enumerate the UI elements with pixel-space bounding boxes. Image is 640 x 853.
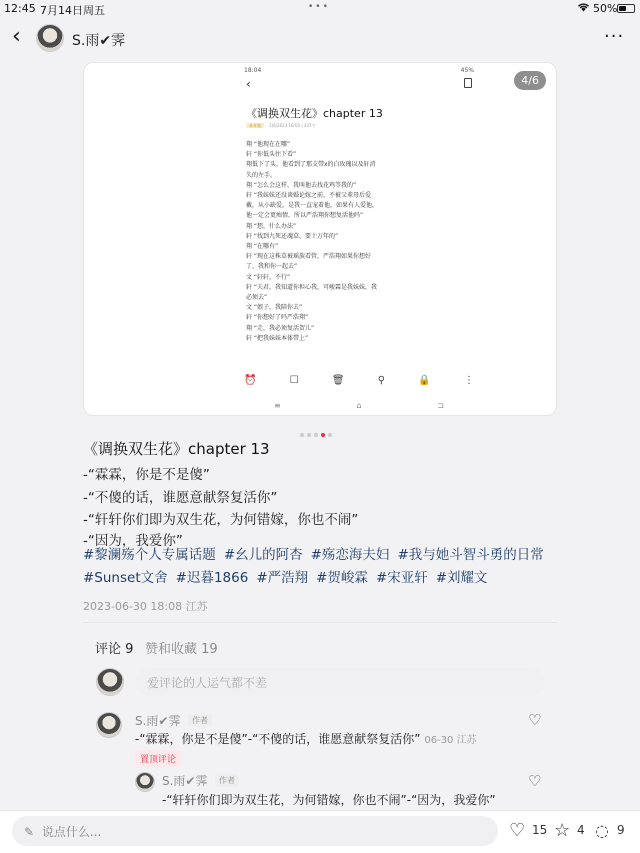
post-line: -“不傻的话，谁愿意献祭复活你” [83,490,278,506]
status-date: 7月14日周五 [40,4,105,17]
star-icon[interactable]: ☆ [554,820,571,841]
phone-toolbar-icon: ⏰ [244,375,257,386]
hashtag-link[interactable]: #迟暮1866 [175,569,249,586]
commenter-name[interactable]: S.雨✔霁 [162,774,208,788]
comment-count: 9 [617,823,625,837]
more-icon[interactable]: ··· [604,26,625,47]
battery-percent: 50% [593,2,618,15]
phone-toolbar-icon: ⋮ [464,375,474,386]
phone-note-line: 翔 “走，我必须复活贺儿” [246,324,315,332]
carousel-dot[interactable] [314,433,318,437]
my-avatar [96,668,124,696]
tab-likes[interactable]: 赞和收藏 19 [145,642,218,657]
phone-note-line: 戴，从小缺爱，是我一直宠着他，如果有人爱他， [246,202,379,210]
hashtag-link[interactable]: #幺儿的阿杏 [223,547,303,563]
status-bar [0,0,640,18]
phone-toolbar-icon: 🔒 [418,375,431,386]
phone-status-bar [244,67,474,74]
phone-note-line: 翔 “想，什么办法” [246,222,297,230]
like-icon[interactable]: ♡ [509,820,526,841]
author-avatar[interactable] [36,24,64,52]
divider [83,622,557,623]
comment-meta: 06-30 江苏 [424,735,477,746]
author-badge: 作者 [188,714,212,727]
phone-note-tag: 未开放 [246,123,264,128]
phone-note-date: 1/6/2023 18:03 | 337字 [269,123,316,128]
bottom-input-placeholder: 说点什么... [41,825,102,839]
comment-input[interactable]: 爱评论的人运气都不差 [135,668,545,696]
phone-note-title: 《调换双生花》chapter 13 [246,107,383,120]
comment-text [135,730,477,747]
hashtag-link[interactable]: #贺峻霖 [316,569,368,586]
hashtag-link[interactable]: #Sunset文舍 [83,569,168,586]
bottom-comment-input[interactable] [12,816,498,846]
phone-nav-icon: ⌂ [356,401,362,410]
post-image[interactable] [83,62,557,416]
battery-fill [619,6,626,11]
comment-body: -“霖霖，你是不是傻”-“不傻的话，谁愿意献祭复活你” [135,732,421,746]
multitask-dots[interactable]: ••• [308,2,330,12]
phone-note-line: 轩 “你低头往下看” [246,151,297,159]
back-icon[interactable]: ‹ [12,24,21,49]
phone-note-line: 他一定会更痴情，所以严浩翔你想复活他吗” [246,212,364,220]
author-name[interactable]: S.雨✔霁 [72,33,126,49]
heart-icon[interactable]: ♡ [528,711,542,729]
phone-note-line: 失的左手。 [246,171,277,179]
phone-note-line: 文 “娘子，我陪你去” [246,304,303,312]
phone-note-line: 必须去” [246,294,268,302]
hashtag-link[interactable]: #黎澜殇个人专属话题 [83,547,216,563]
hashtag-link[interactable]: #严浩翔 [256,569,309,586]
hashtag-link[interactable]: #我与她斗智斗勇的日常 [397,547,544,563]
phone-toolbar [244,375,474,386]
phone-note-line: 轩 “找到九死还魂草，要十万年的” [246,232,339,240]
author-badge: 作者 [215,774,239,787]
post-header [0,20,640,60]
phone-battery: 45% [460,67,474,74]
hashtag-link[interactable]: #刘耀文 [435,569,488,586]
phone-toolbar-icon: ☐ [289,375,299,386]
phone-note-meta [246,123,316,129]
phone-toolbar-icon: 🗑 [331,375,345,386]
phone-note-line: 轩 “你想好了吗严浩翔” [246,314,309,322]
post-title: 《调换双生花》chapter 13 [83,440,270,458]
phone-note-line: 了，我和你一起去” [246,263,298,271]
post-line: -“轩轩你们即为双生花，为何错嫁，你也不闹” [83,512,359,528]
phone-nav-icon: ≡ [274,401,281,410]
phone-note-line: 轩 “把我妹妹本体带上” [246,334,309,342]
carousel-dot[interactable] [321,433,325,437]
carousel-indicator [300,422,340,428]
commenter-avatar[interactable] [96,712,122,738]
commenter-name[interactable]: S.雨✔霁 [135,714,181,728]
phone-note-line: 翔低下了头，他看到了那支带x的白玫瑰以及轩消 [246,161,376,169]
phone-toolbar-icon: ⚲ [377,375,386,386]
star-count: 4 [577,823,585,837]
carousel-dot[interactable] [300,433,304,437]
post-date-location: 2023-06-30 18:08 江苏 [83,600,208,613]
post-line: -“因为，我爱你” [83,533,183,549]
battery-icon [617,4,635,13]
tab-comments[interactable]: 评论 9 [95,642,134,657]
wifi-icon [577,1,590,15]
bottom-bar [0,810,640,853]
carousel-dot[interactable] [328,433,332,437]
phone-note-line: 翔 “在哪有” [246,243,279,251]
post-line: -“霖霖，你是不是傻” [83,467,210,483]
hashtag-link[interactable]: #殇恋海夫妇 [310,547,390,563]
like-count: 15 [532,823,548,837]
phone-note-line: 轩 “夫君，我知道你担心我，可峻霖是我妹妹，我 [246,283,378,291]
carousel-dot[interactable] [307,433,311,437]
image-counter: 4/6 [514,71,546,90]
phone-note-line: 文 “轩轩，不行” [246,273,291,281]
comment-text: -“轩轩你们即为双生花，为何错嫁，你也不闹”-“因为，我爱你” [162,793,496,807]
phone-note-body [246,140,472,344]
phone-nav-bar [274,401,444,410]
hashtag-list [83,544,557,589]
phone-screenshot [234,63,484,416]
comment-icon[interactable]: ◌ [595,821,609,840]
phone-nav-icon: ⊐ [437,401,444,410]
phone-bookmark-icon [464,78,472,88]
status-time: 12:45 [4,2,36,15]
hashtag-link[interactable]: #宋亚轩 [375,569,428,586]
pen-icon: ✎ [24,825,35,839]
phone-note-line: 轩 “我妹妹还没谈婚论嫁之前，不被父辈母后爱 [246,192,372,200]
phone-back-icon: ‹ [246,77,251,91]
heart-icon[interactable]: ♡ [528,772,542,790]
phone-note-line: 翔 “他现在在哪” [246,141,291,148]
phone-note-line: 轩 “现在这株草被瑶族看管，严浩翔如果你想好 [246,253,372,261]
commenter-avatar[interactable] [135,772,155,792]
phone-note-line: 翔 “怎么会这样，我叫他去找花鸡等我的” [246,181,357,189]
phone-time: 18:04 [244,67,262,74]
pinned-badge: 置顶评论 [135,750,181,767]
